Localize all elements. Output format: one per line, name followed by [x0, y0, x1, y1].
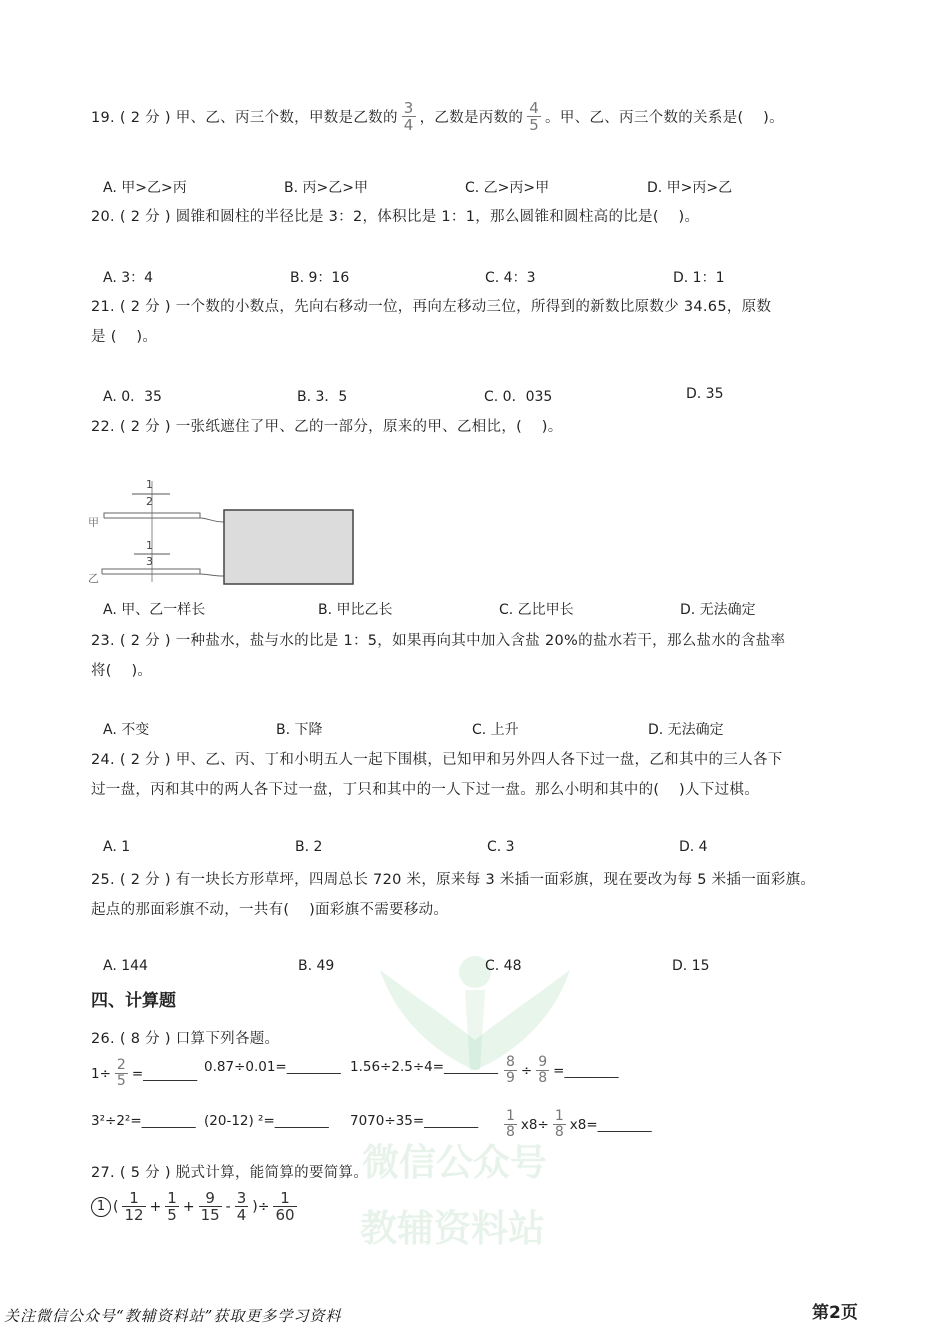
q25-option-a[interactable]: A. 144	[103, 958, 148, 974]
q26-fraction: $\frac{1}{8}$	[554, 1108, 564, 1140]
q22-jia-line	[200, 518, 224, 522]
q23-option-a[interactable]: A. 不变	[103, 722, 150, 738]
question-24-line-2: 过一盘，丙和其中的两人各下过一盘，丁只和其中的一人下过一盘。那么小明和其中的( )人下过棋。	[91, 782, 760, 798]
section-heading-calculation: 四、计算题	[91, 991, 176, 1011]
q22-jia-den: 2	[146, 495, 153, 508]
question-21-line-2: 是 ( )。	[91, 329, 158, 345]
q22-yi-label: 乙	[88, 572, 99, 585]
q19-fraction-2: $\frac{4}{5}$	[529, 99, 540, 134]
q26-row-2-item-3: 7070÷35=________	[350, 1113, 479, 1129]
question-21-line-1: 21. ( 2 分 ) 一个数的小数点，先向右移动一位，再向左移动三位，所得到的新数比原数少 34.65，原数	[91, 299, 772, 315]
question-26: 26. ( 8 分 ) 口算下列各题。	[91, 1031, 280, 1047]
q20-option-b[interactable]: B. 9：16	[290, 270, 350, 286]
q22-option-b[interactable]: B. 甲比乙长	[318, 602, 393, 618]
q19-option-d[interactable]: D. 甲>丙>乙	[647, 180, 733, 196]
question-25-line-1: 25. ( 2 分 ) 有一块长方形草坪，四周总长 720 米，原来每 3 米插一面彩旗，现在要改为每 5 米插一面彩旗。	[91, 872, 816, 888]
q21-option-b[interactable]: B. 3．5	[297, 389, 348, 405]
q27-expression-1: 1 ( $\frac{1}{12}$ + $\frac{1}{5}$ + $\frac{9}{15}$ - $\frac{3}{4}$ )÷ $\frac{1}{60}$	[91, 1190, 301, 1223]
question-24-line-1: 24. ( 2 分 ) 甲、乙、丙、丁和小明五人一起下围棋，已知甲和另外四人各下过一盘，乙和其中的三人各下	[91, 752, 783, 768]
question-23-line-1: 23. ( 2 分 ) 一种盐水，盐与水的比是 1：5，如果再向其中加入含盐 20%的盐水若干，那么盐水的含盐率	[91, 633, 786, 649]
q23-option-c[interactable]: C. 上升	[472, 722, 519, 738]
q27-fraction: $\frac{1}{60}$	[275, 1189, 295, 1224]
footer-promo-text: 关注微信公众号“教辅资料站”获取更多学习资料	[4, 1307, 342, 1325]
q27-fraction: $\frac{3}{4}$	[236, 1189, 247, 1224]
q20-option-c[interactable]: C. 4：3	[485, 270, 536, 286]
q26-row-1-item-3: 1.56÷2.5÷4=________	[350, 1059, 499, 1075]
q27-fraction: $\frac{1}{12}$	[124, 1189, 144, 1224]
q23-option-b[interactable]: B. 下降	[276, 722, 323, 738]
q26-row-2-item-4: $\frac{1}{8}$ x8÷ $\frac{1}{8}$ x8=________	[506, 1108, 652, 1140]
q22-jia-label: 甲	[88, 516, 99, 529]
q22-diagram	[88, 478, 358, 586]
q22-yi-den: 3	[146, 555, 153, 568]
q26-row-1-item-2: 0.87÷0.01=________	[204, 1059, 341, 1075]
q22-paper-rect	[224, 510, 353, 584]
q22-option-a[interactable]: A. 甲、乙一样长	[103, 602, 206, 618]
question-19	[91, 100, 784, 133]
q26-fraction: $\frac{2}{5}$	[116, 1057, 126, 1089]
q19-prefix: 19. ( 2 分 ) 甲、乙、丙三个数，甲数是乙数的	[91, 110, 398, 126]
q19-option-c[interactable]: C. 乙>丙>甲	[465, 180, 550, 196]
question-20: 20. ( 2 分 ) 圆锥和圆柱的半径比是 3：2，体积比是 1：1，那么圆锥和圆柱高的比是( )。	[91, 209, 700, 225]
q22-jia-num: 1	[146, 478, 153, 491]
q26-row-1-item-4: $\frac{8}{9}$ ÷ $\frac{9}{8}$ =________	[506, 1054, 619, 1086]
q25-option-d[interactable]: D. 15	[672, 958, 710, 974]
q23-option-d[interactable]: D. 无法确定	[648, 722, 724, 738]
question-23-line-2: 将( )。	[91, 663, 153, 679]
q19-suffix: 。甲、乙、丙三个数的关系是( )。	[545, 110, 784, 126]
q22-yi-line	[200, 574, 224, 576]
q26-row-2-item-2: (20-12) ²=________	[204, 1113, 329, 1129]
q24-option-d[interactable]: D. 4	[679, 839, 708, 855]
q21-option-a[interactable]: A. 0．35	[103, 389, 162, 405]
q26-fraction: $\frac{8}{9}$	[506, 1054, 515, 1086]
q19-option-b[interactable]: B. 丙>乙>甲	[284, 180, 368, 196]
q27-fraction: $\frac{1}{5}$	[167, 1189, 177, 1224]
q26-row-1-item-1: 1÷ $\frac{2}{5}$ =________	[91, 1057, 198, 1089]
q27-fraction: $\frac{9}{15}$	[200, 1189, 220, 1224]
q19-mid: ，乙数是丙数的	[419, 110, 524, 126]
q24-option-b[interactable]: B. 2	[295, 839, 323, 855]
q26-fraction: $\frac{1}{8}$	[506, 1108, 515, 1140]
q26-fraction: $\frac{9}{8}$	[538, 1054, 548, 1086]
q24-option-c[interactable]: C. 3	[487, 839, 515, 855]
watermark-text-1: 微信公众号	[362, 1141, 547, 1184]
watermark-text-2: 教辅资料站	[360, 1207, 545, 1250]
q19-option-a[interactable]: A. 甲>乙>丙	[103, 180, 187, 196]
q25-option-c[interactable]: C. 48	[485, 958, 522, 974]
q20-option-d[interactable]: D. 1：1	[673, 270, 725, 286]
q22-yi-num: 1	[146, 539, 153, 552]
q22-figure	[88, 478, 358, 586]
question-27: 27. ( 5 分 ) 脱式计算，能简算的要简算。	[91, 1165, 369, 1181]
q22-option-c[interactable]: C. 乙比甲长	[499, 602, 574, 618]
question-25-line-2: 起点的那面彩旗不动，一共有( )面彩旗不需要移动。	[91, 902, 449, 918]
page-number: 第2页	[812, 1303, 858, 1323]
q25-option-b[interactable]: B. 49	[298, 958, 335, 974]
q21-option-d[interactable]: D. 35	[686, 386, 724, 402]
question-22: 22. ( 2 分 ) 一张纸遮住了甲、乙的一部分，原来的甲、乙相比，( )。	[91, 419, 563, 435]
q21-option-c[interactable]: C. 0．035	[484, 389, 553, 405]
q26-row-2-item-1: 3²÷2²=________	[91, 1113, 196, 1129]
q22-yi-bracket	[102, 569, 200, 574]
q20-option-a[interactable]: A. 3：4	[103, 270, 154, 286]
q27-circle-number: 1	[91, 1197, 111, 1217]
q22-option-d[interactable]: D. 无法确定	[680, 602, 756, 618]
q24-option-a[interactable]: A. 1	[103, 839, 131, 855]
q19-fraction-1: $\frac{3}{4}$	[403, 99, 414, 134]
